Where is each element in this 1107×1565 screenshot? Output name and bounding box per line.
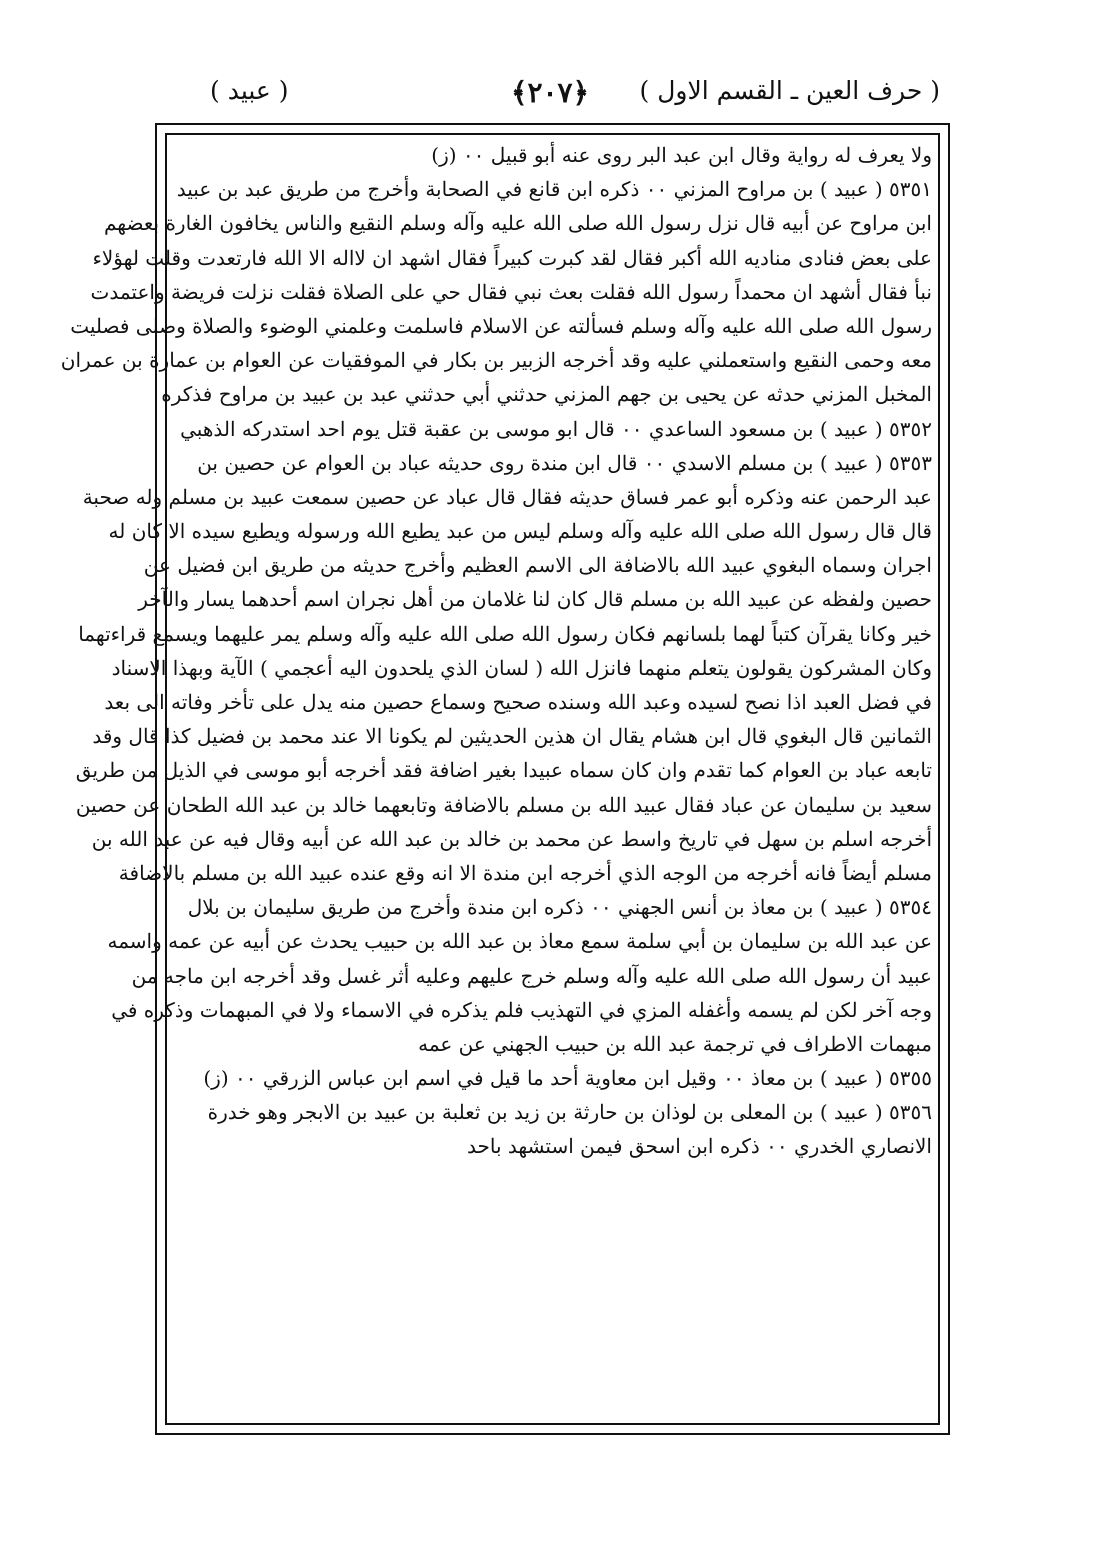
text-line: رسول الله صلى الله عليه وآله وسلم فسألته عن الاسلام فاسلمت وعلمني الوضوء والصلاة وصلى فصليت [70, 313, 932, 338]
text-line: سعيد بن سليمان عن عباد فقال عبيد الله بن مسلم بالاضافة وتابعهما خالد بن عبد الله الطحان عن حصين [75, 792, 932, 817]
text-line: أخرجه اسلم بن سهل في تاريخ واسط عن محمد بن خالد بن عبد الله عن أبيه وقال فيه عن عبد الله بن [91, 826, 932, 851]
page-number: ﴿٢٠٧﴾ [511, 76, 589, 109]
text-line: ابن مراوح عن أبيه قال نزل رسول الله صلى الله عليه وآله وسلم النقيع والناس يخافون الغارة بعضهم [104, 211, 932, 236]
text-line: وكان المشركون يقولون يتعلم منهما فانزل الله ( لسان الذي يلحدون اليه أعجمي ) الآية وبهذا الاسناد [111, 655, 932, 680]
text-line: معه وحمى النقيع واستعملني عليه وقد أخرجه الزبير بن بكار في الموفقيات عن العوام بن عمارة بن عمران [60, 348, 932, 373]
text-line: تابعه عباد بن العوام كما تقدم وان كان سماه عبيدا بغير اضافة فقد أخرجه أبو موسى في الذيل من طريق [75, 758, 932, 783]
text-line: ٥٣٥٣ ( عبيد ) بن مسلم الاسدي ٠٠ قال ابن مندة روى حديثه عباد بن العوام عن حصين بن [197, 450, 932, 475]
text-line: ٥٣٥٢ ( عبيد ) بن مسعود الساعدي ٠٠ قال ابو موسى بن عقبة قتل يوم احد استدركه الذهبي [180, 416, 932, 441]
text-line: قال قال رسول الله صلى الله عليه وآله وسلم ليس من عبد يطيع الله ورسوله ويطيع سيده الا كان له [108, 519, 932, 544]
text-line: خير وكانا يقرآن كتباً لهما بلسانهم فكان رسول الله صلى الله عليه وآله وسلم يمر عليهما ويسمع قراءتهما [78, 621, 932, 646]
page-header [150, 76, 940, 112]
text-line: عن عبد الله بن سليمان بن أبي سلمة سمع معاذ بن عبد الله بن حبيب يحدث عن أبيه عن عمه واسمه [107, 929, 932, 954]
text-line: ٥٣٥١ ( عبيد ) بن مراوح المزني ٠٠ ذكره ابن قانع في الصحابة وأخرج من طريق عبد بن عبيد [176, 177, 932, 202]
chapter-heading: ( حرف العين ـ القسم الاول ) [639, 76, 940, 105]
entry-heading: ( عبيد ) [210, 76, 289, 105]
text-line: مبهمات الاطراف في ترجمة عبد الله بن حبيب الجهني عن عمه [418, 1031, 932, 1056]
text-line: الثمانين قال البغوي قال ابن هشام يقال ان هذين الحديثين لم يكونا الا عند محمد بن فضيل كذا قال وقد [92, 724, 932, 749]
page-body [60, 138, 932, 1164]
text-line: عبيد أن رسول الله صلى الله عليه وآله وسلم خرج عليهم وعليه أثر غسل وقد أخرجه ابن ماجه من [131, 963, 932, 988]
text-line: مسلم أيضاً فانه أخرجه من الوجه الذي أخرجه ابن مندة الا انه وقع عنده عبيد الله بن مسلم بالاضافة [118, 860, 932, 885]
text-line: عبد الرحمن عنه وذكره أبو عمر فساق حديثه فقال قال عباد عن حصين سمعت عبيد بن مسلم وله صحبة [82, 484, 932, 509]
text-line: ولا يعرف له رواية وقال ابن عبد البر روى عنه أبو قبيل ٠٠ (ز) [431, 143, 932, 167]
text-line: اجران وسماه البغوي عبيد الله بالاضافة الى الاسم العظيم وأخرج حديثه من طريق ابن فضيل عن [143, 553, 932, 578]
text-line: في فضل العبد اذا نصح لسيده وعبد الله وسنده صحيح وسماع حصين منه يدل على تأخر وفاته الى بعد [104, 690, 932, 714]
text-line: الانصاري الخدري ٠٠ ذكره ابن اسحق فيمن استشهد باحد [466, 1134, 932, 1159]
text-line: وجه آخر لكن لم يسمه وأغفله المزي في التهذيب فلم يذكره في الاسماء ولا في المبهمات وذكره في [111, 997, 932, 1022]
text-line: ٥٣٥٤ ( عبيد ) بن معاذ بن أنس الجهني ٠٠ ذكره ابن مندة وأخرج من طريق سليمان بن بلال [187, 895, 932, 920]
text-line: ٥٣٥٦ ( عبيد ) بن المعلى بن لوذان بن حارثة بن زيد بن ثعلبة بن عبيد بن الابجر وهو خدرة [207, 1100, 932, 1125]
text-line: على بعض فنادى مناديه الله أكبر فقال لقد كبرت كبيراً فقال اشهد ان لااله الا الله فارتعدت وقلت لهؤلاء [92, 245, 932, 270]
text-line: نبأ فقال أشهد ان محمداً رسول الله فقلت بعث نبي فقال حي على الصلاة فقلت نزلت فريضة واعتمدت [90, 279, 932, 304]
text-line: المخبل المزني حدثه عن يحيى بن جهم المزني حدثني أبي حدثني عبد بن عبيد بن مراوح فذكره [161, 382, 932, 407]
text-line: ٥٣٥٥ ( عبيد ) بن معاذ ٠٠ وقيل ابن معاوية أحد ما قيل في اسم ابن عباس الزرقي ٠٠ (ز) [203, 1066, 932, 1091]
text-line: حصين ولفظه عن عبيد الله بن مسلم قال كان لنا غلامان من أهل نجران اسم أحدهما يسار والآخر [138, 587, 932, 612]
